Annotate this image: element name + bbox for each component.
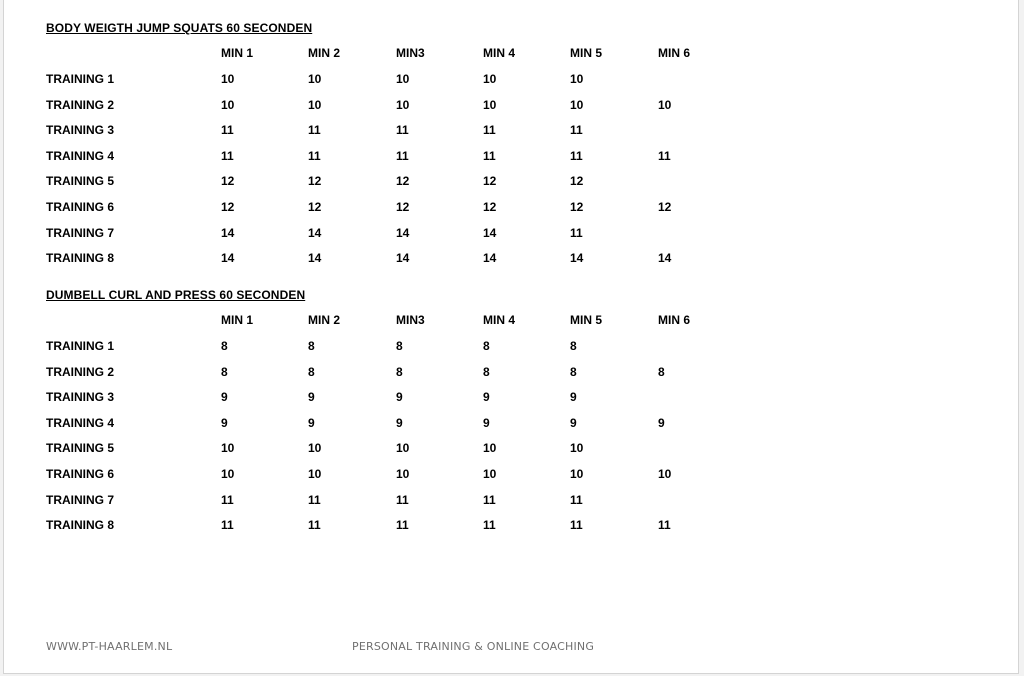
row-label: TRAINING 3 <box>46 123 115 137</box>
rep-count-cell: 9 <box>221 390 228 404</box>
rep-count-cell: 11 <box>221 149 234 163</box>
rep-count-cell: 12 <box>221 200 235 214</box>
rep-count-cell: 8 <box>308 339 315 353</box>
rep-count-cell: 10 <box>308 441 322 455</box>
rep-count-cell: 12 <box>658 200 672 214</box>
rep-count-cell: 10 <box>396 98 410 112</box>
rep-count-cell: 14 <box>308 226 322 240</box>
rep-count-cell: 10 <box>570 72 584 86</box>
row-label: TRAINING 1 <box>46 72 115 86</box>
rep-count-cell: 14 <box>396 251 410 265</box>
rep-count-cell: 8 <box>396 365 403 379</box>
rep-count-cell: 8 <box>483 339 490 353</box>
row-label: TRAINING 7 <box>46 226 115 240</box>
rep-count-cell: 12 <box>308 200 322 214</box>
column-header: MIN 2 <box>308 313 341 327</box>
rep-count-cell: 10 <box>570 98 584 112</box>
rep-count-cell: 12 <box>396 200 410 214</box>
document-page <box>3 0 1019 674</box>
rep-count-cell: 11 <box>396 149 409 163</box>
rep-count-cell: 11 <box>221 123 234 137</box>
rep-count-cell: 10 <box>483 98 497 112</box>
column-header: MIN 5 <box>570 313 603 327</box>
rep-count-cell: 11 <box>396 518 409 532</box>
rep-count-cell: 9 <box>221 416 228 430</box>
rep-count-cell: 11 <box>396 493 409 507</box>
rep-count-cell: 14 <box>308 251 322 265</box>
rep-count-cell: 10 <box>570 441 584 455</box>
rep-count-cell: 9 <box>570 390 577 404</box>
row-label: TRAINING 4 <box>46 149 115 163</box>
rep-count-cell: 14 <box>570 251 584 265</box>
rep-count-cell: 10 <box>483 72 497 86</box>
rep-count-cell: 11 <box>570 149 583 163</box>
rep-count-cell: 11 <box>221 518 234 532</box>
rep-count-cell: 10 <box>483 441 497 455</box>
rep-count-cell: 11 <box>570 226 583 240</box>
rep-count-cell: 12 <box>570 200 584 214</box>
column-header: MIN 2 <box>308 46 341 60</box>
rep-count-cell: 11 <box>570 123 583 137</box>
rep-count-cell: 12 <box>483 200 497 214</box>
column-header: MIN 6 <box>658 313 691 327</box>
rep-count-cell: 9 <box>483 416 490 430</box>
rep-count-cell: 14 <box>483 251 497 265</box>
row-label: TRAINING 8 <box>46 251 115 265</box>
rep-count-cell: 12 <box>308 174 322 188</box>
row-label: TRAINING 6 <box>46 467 115 481</box>
column-header: MIN 1 <box>221 46 254 60</box>
row-label: TRAINING 7 <box>46 493 115 507</box>
row-label: TRAINING 5 <box>46 174 115 188</box>
column-header: MIN 6 <box>658 46 691 60</box>
rep-count-cell: 8 <box>396 339 403 353</box>
row-label: TRAINING 5 <box>46 441 115 455</box>
rep-count-cell: 12 <box>396 174 410 188</box>
row-label: TRAINING 2 <box>46 365 115 379</box>
rep-count-cell: 10 <box>308 72 322 86</box>
row-label: TRAINING 8 <box>46 518 115 532</box>
row-label: TRAINING 3 <box>46 390 115 404</box>
rep-count-cell: 8 <box>570 339 577 353</box>
column-header: MIN3 <box>396 46 425 60</box>
rep-count-cell: 14 <box>221 226 235 240</box>
footer-website: WWW.PT-HAARLEM.NL <box>46 640 173 653</box>
rep-count-cell: 11 <box>483 518 496 532</box>
rep-count-cell: 11 <box>221 493 234 507</box>
rep-count-cell: 8 <box>483 365 490 379</box>
rep-count-cell: 12 <box>221 174 235 188</box>
row-label: TRAINING 6 <box>46 200 115 214</box>
rep-count-cell: 10 <box>483 467 497 481</box>
rep-count-cell: 10 <box>221 98 235 112</box>
rep-count-cell: 8 <box>570 365 577 379</box>
rep-count-cell: 11 <box>483 149 496 163</box>
rep-count-cell: 14 <box>483 226 497 240</box>
section-title: DUMBELL CURL AND PRESS 60 SECONDEN <box>46 288 306 302</box>
rep-count-cell: 9 <box>658 416 665 430</box>
row-label: TRAINING 1 <box>46 339 115 353</box>
rep-count-cell: 8 <box>658 365 665 379</box>
rep-count-cell: 10 <box>396 441 410 455</box>
row-label: TRAINING 2 <box>46 98 115 112</box>
rep-count-cell: 10 <box>221 441 235 455</box>
column-header: MIN3 <box>396 313 425 327</box>
rep-count-cell: 11 <box>483 493 496 507</box>
rep-count-cell: 11 <box>483 123 496 137</box>
rep-count-cell: 10 <box>308 467 322 481</box>
footer-tagline: PERSONAL TRAINING & ONLINE COACHING <box>352 640 595 653</box>
column-header: MIN 5 <box>570 46 603 60</box>
rep-count-cell: 8 <box>221 339 228 353</box>
rep-count-cell: 10 <box>658 467 672 481</box>
rep-count-cell: 14 <box>396 226 410 240</box>
column-header: MIN 4 <box>483 46 516 60</box>
column-header: MIN 4 <box>483 313 516 327</box>
rep-count-cell: 9 <box>570 416 577 430</box>
rep-count-cell: 12 <box>483 174 497 188</box>
rep-count-cell: 10 <box>308 98 322 112</box>
rep-count-cell: 14 <box>658 251 672 265</box>
rep-count-cell: 11 <box>570 518 583 532</box>
rep-count-cell: 12 <box>570 174 584 188</box>
rep-count-cell: 10 <box>396 72 410 86</box>
rep-count-cell: 9 <box>308 390 315 404</box>
row-label: TRAINING 4 <box>46 416 115 430</box>
rep-count-cell: 11 <box>308 149 321 163</box>
rep-count-cell: 10 <box>658 98 672 112</box>
rep-count-cell: 9 <box>483 390 490 404</box>
rep-count-cell: 11 <box>658 149 671 163</box>
rep-count-cell: 8 <box>308 365 315 379</box>
rep-count-cell: 10 <box>396 467 410 481</box>
rep-count-cell: 11 <box>308 518 321 532</box>
rep-count-cell: 9 <box>396 390 403 404</box>
rep-count-cell: 14 <box>221 251 235 265</box>
rep-count-cell: 11 <box>658 518 671 532</box>
rep-count-cell: 9 <box>396 416 403 430</box>
rep-count-cell: 10 <box>221 467 235 481</box>
rep-count-cell: 8 <box>221 365 228 379</box>
section-title: BODY WEIGTH JUMP SQUATS 60 SECONDEN <box>46 21 313 35</box>
column-header: MIN 1 <box>221 313 254 327</box>
rep-count-cell: 9 <box>308 416 315 430</box>
rep-count-cell: 10 <box>570 467 584 481</box>
rep-count-cell: 10 <box>221 72 235 86</box>
rep-count-cell: 11 <box>308 493 321 507</box>
rep-count-cell: 11 <box>396 123 409 137</box>
rep-count-cell: 11 <box>308 123 321 137</box>
rep-count-cell: 11 <box>570 493 583 507</box>
